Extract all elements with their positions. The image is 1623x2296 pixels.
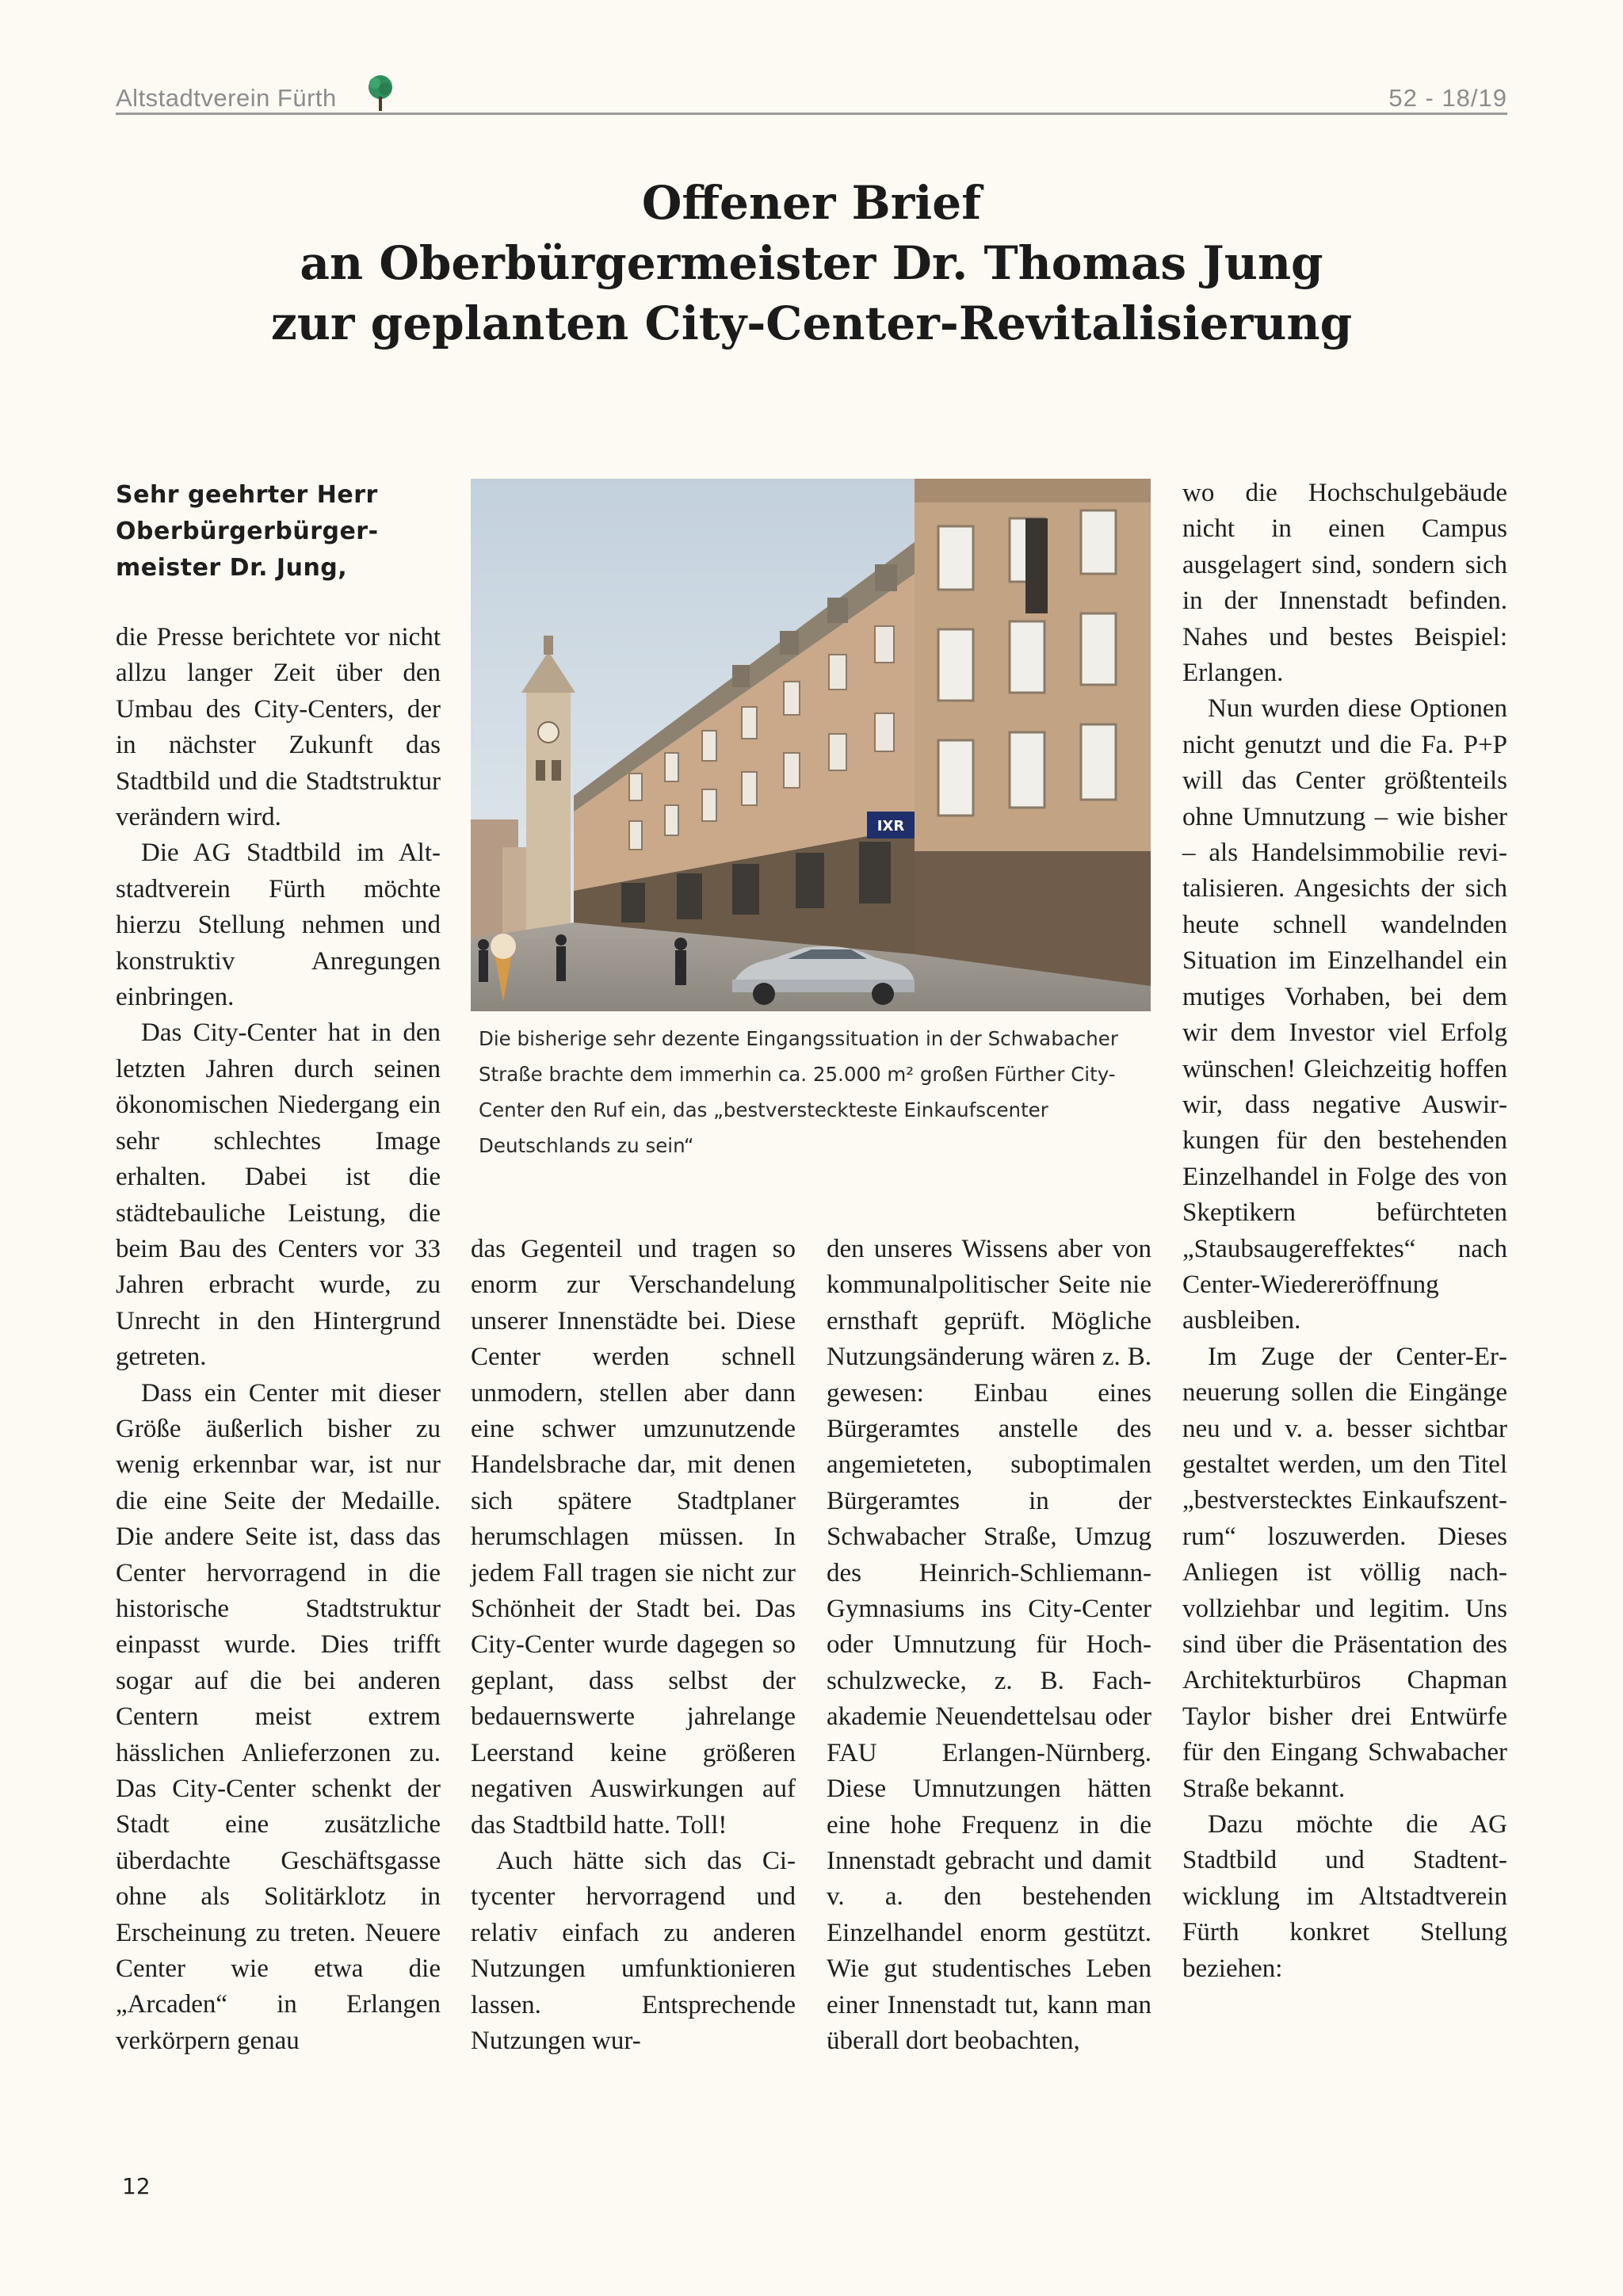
shop-sign-text: IXR	[876, 818, 905, 835]
street-photo	[471, 479, 1151, 1011]
paragraph: Dass ein Center mit dieser Größe äußerlich bisher zu wenig erkennbar war, ist nur die eine Seite der Medaille. Die andere Seite ist, dass das Center hervorragend in die historische Stadtstruktur einpasst wurde. Dies trifft sogar auf die bei anderen Centern meist extrem hässlichen Anlieferzonen zu. Das City-Center schenkt der Stadt eine zusätzliche überdachte Geschäftsgasse ohne als Solitärklotz in Erscheinung zu treten. Neuere Center wie etwa die „Arcaden“ in Erlangen verkörpern genau	[116, 1378, 441, 2055]
title-line: Offener Brief	[641, 176, 982, 230]
article-title	[116, 173, 1507, 353]
paragraph: Auch hätte sich das Citycenter hervorragend und relativ einfach zu anderen Nutzungen umfunktionieren lassen. Entsprechende Nutzungen wur-	[471, 1846, 796, 2055]
paragraph: die Presse berichtete vor nicht allzu langer Zeit über den Umbau des City-Centers, der in nächster Zukunft das Stadtbild und die Stadtstruktur verändern wird.	[116, 623, 441, 832]
page-number: 12	[122, 2173, 151, 2199]
text-column-4	[1182, 476, 1507, 1987]
paragraph: wo die Hochschulgebäude nicht in einen Campus ausgelagert sind, sondern sich in der Innenstadt befinden. Nahes und bestes Beispiel: Erlangen.	[1182, 479, 1507, 688]
title-line: zur geplanten City-Center-Revitalisierung	[270, 296, 1353, 350]
tree-icon	[363, 73, 398, 114]
paragraph: Das City-Center hat in den letzten Jahren durch seinen ökonomischen Niedergang ein sehr schlechtes Image erhalten. Dabei ist die städtebauliche Leistung, die beim Bau des Centers vor 33 Jahren erbracht wurde, zu Unrecht in den Hintergrund getreten.	[116, 1018, 441, 1372]
paragraph: Nun wurden diese Optionen nicht genutzt und die Fa. P+P will das Center größtenteils ohne Umnutzung – wie bisher – als Handelsimmobilie revitalisieren. Angesichts der sich heute schnell wandelnden Situation im Einzelhandel ein mutiges Vorhaben, bei dem wir dem Investor viel Erfolg wünschen! Gleichzeitig hoffen wir, dass negative Auswirkungen für den bestehenden Einzelhandel in Folge des von Skeptikern befürchteten „Staubsaugereffektes“ nach Center-Wiedereröffnung ausbleiben.	[1182, 694, 1507, 1335]
publisher-name: Altstadtverein Fürth	[116, 84, 337, 112]
paragraph: Die AG Stadtbild im Altstadtverein Fürth möchte hierzu Stellung nehmen und konstruktiv Anregungen einbringen.	[116, 839, 441, 1012]
issue-number: 52 - 18/19	[1388, 84, 1507, 112]
paragraph: das Gegenteil und tragen so enorm zur Verschandelung unserer Innenstädte bei. Diese Center werden schnell unmodern, stellen aber dann eine schwer umzunutzende Handelsbrache dar, mit denen sich spätere Stadtplaner herumschlagen müssen. In jedem Fall tragen sie nicht zur Schönheit der Stadt bei. Das City-Center wurde dagegen so geplant, dass selbst der bedauernswerte jahrelange Leerstand keine größeren negativen Auswirkungen auf das Stadtbild hatte. Toll!	[471, 1235, 796, 1839]
paragraph: den unseres Wissens aber von kommunalpolitischer Seite nie ernsthaft geprüft. Mögliche Nutzungsänderung wären z. B. gewesen: Einbau eines Bürgeramtes anstelle des angemieteten, suboptimalen Bürgeramtes in der Schwabacher Straße, Umzug des Heinrich-Schliemann-Gymnasiums ins City-Center oder Umnutzung für Hochschulzwecke, z. B. Fachakademie Neuendettelsau oder FAU Erlangen-Nürnberg. Diese Umnutzungen hätten eine hohe Frequenz in die Innenstadt gebracht und damit v. a. den bestehenden Einzelhandel enorm gestützt. Wie gut studentisches Leben einer Innenstadt tut, kann man überall dort beobachten,	[827, 1235, 1151, 2055]
title-line: an Oberbürgermeister Dr. Thomas Jung	[300, 236, 1323, 290]
salutation: Sehr geehrter Herr Oberbürgerbürgermeister Dr. Jung,	[116, 481, 379, 582]
text-column-2	[471, 1232, 796, 2059]
text-column-1	[116, 620, 441, 2059]
header-divider	[116, 113, 1507, 115]
text-column-3	[827, 1232, 1151, 2059]
paragraph: Dazu möchte die AG Stadtbild und Stadtentwicklung im Altstadtverein Fürth konkret Stellung beziehen:	[1182, 1810, 1507, 1983]
photo-caption: Die bisherige sehr dezente Eingangssituation in der Schwabacher Straße brachte dem immerhin ca. 25.000 m² großen Fürther City-Center den Ruf ein, das „bestversteckteste Einkaufscenter Deutschlands zu sein“	[479, 1027, 1118, 1157]
paragraph: Im Zuge der Center-Erneuerung sollen die Eingänge neu und v. a. besser sichtbar gestaltet werden, um den Titel „bestverstecktes Einkaufszentrum“ loszuwerden. Dieses Anliegen ist völlig nachvollziehbar und legitim. Uns sind über die Präsentation des Architekturbüros Chapman Taylor bisher drei Entwürfe für den Eingang Schwabacher Straße bekannt.	[1182, 1342, 1507, 1803]
